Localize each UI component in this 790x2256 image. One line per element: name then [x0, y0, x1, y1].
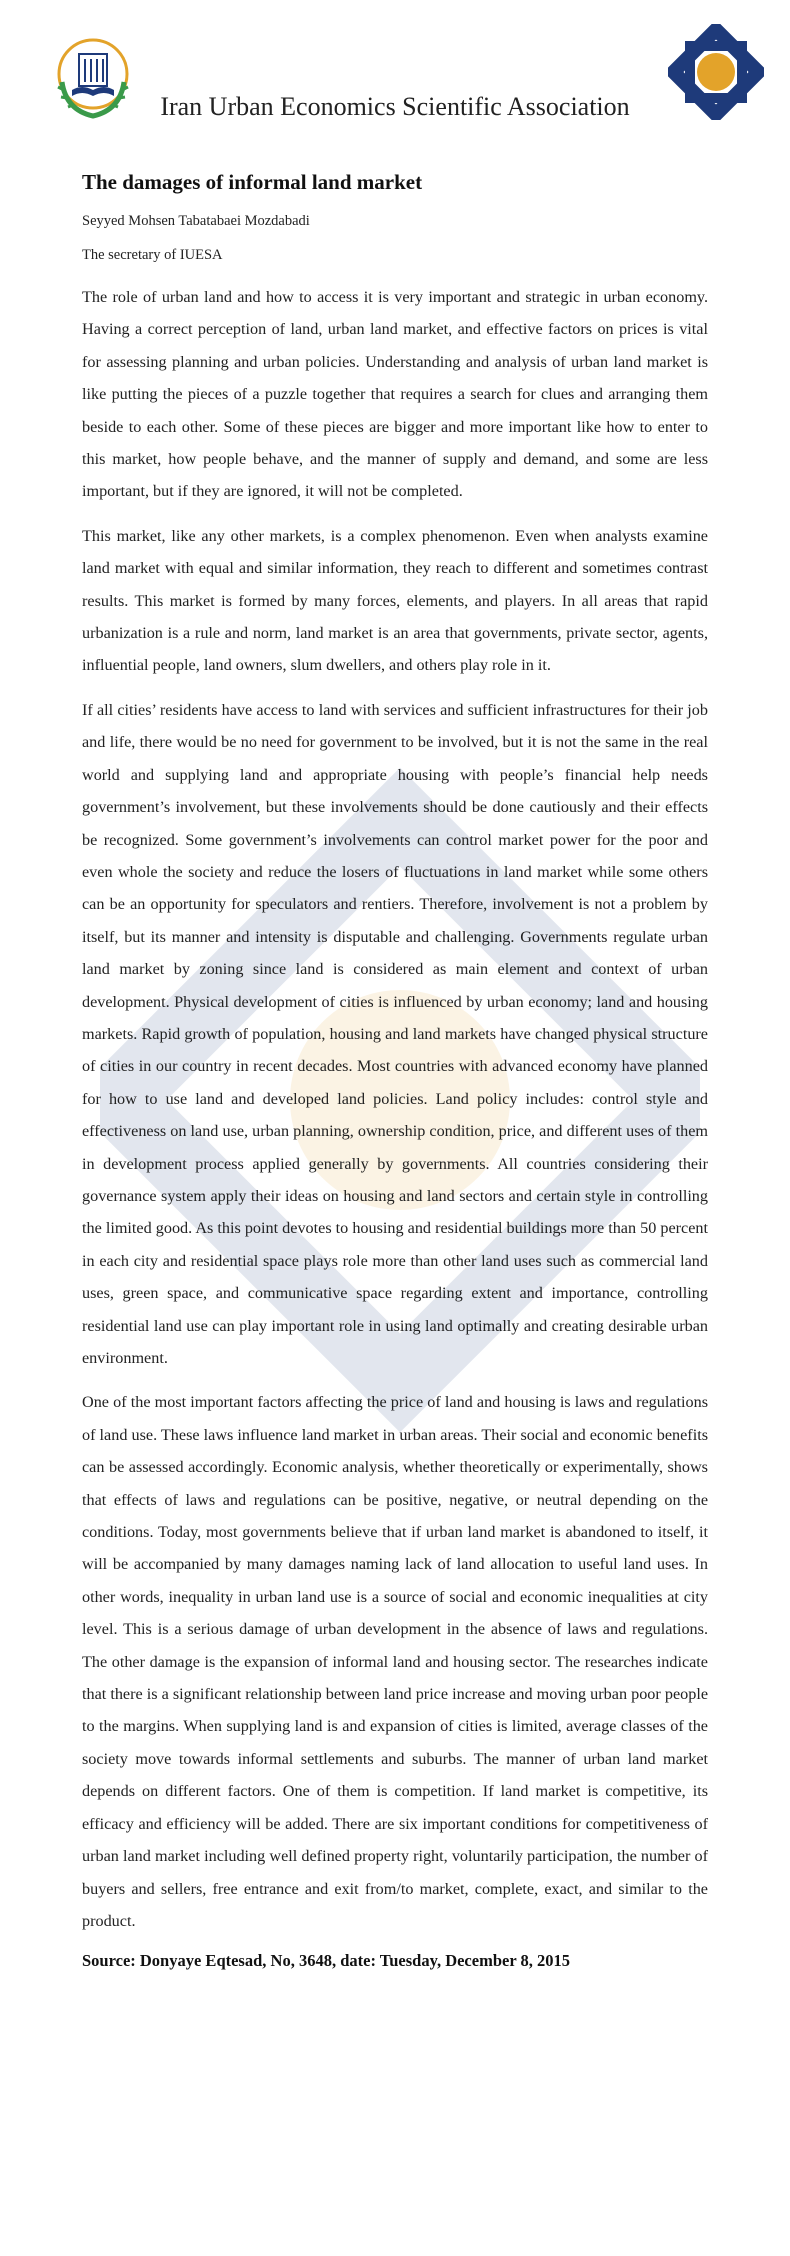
- organization-name: Iran Urban Economics Scientific Association: [160, 92, 630, 121]
- paragraph: This market, like any other markets, is a complex phenomenon. Even when analysts examine land market with equal and similar information, they reach to different and sometimes contrast results. This market is formed by many forces, elements, and players. In all areas that rapid urbanization is a rule and norm, land market is an area that governments, private sector, agents, influential people, land owners, slum dwellers, and others play role in it.: [82, 526, 708, 675]
- paragraph: The role of urban land and how to access it is very important and strategic in urban economy. Having a correct perception of land, urban land market, and effective factors on prices is vital for assessing planning and urban policies. Understanding and analysis of urban land market is like putting the pieces of a puzzle together that requires a search for clues and arranging them beside to each other. Some of these pieces are bigger and more important like how to enter to this market, how people behave, and the manner of supply and demand, and some are less important, but if they are ignored, it will not be completed.: [82, 288, 708, 501]
- article: [82, 170, 708, 1971]
- page-header: [0, 0, 790, 150]
- paragraph: If all cities’ residents have access to land with services and sufficient infrastructures for their job and life, there would be no need for government to be involved, but it is not the same in the real world and supplying land and appropriate housing with people’s financial help needs government’s involvement, but these involvements should be done cautiously and their effects be recognized. Some government’s involvements can control market power for the poor and even whole the society and reduce the losers of fluctuations in land market while some others can be an opportunity for speculators and rentiers. Therefore, involvement is not a problem by itself, but its manner and intensity is disputable and challenging. Governments regulate urban land market by zoning since land is considered as main element and context of urban development. Physical development of cities is influenced by urban economy; land and housing markets. Rapid growth of population, housing and land markets have changed physical structure of cities in our country in recent decades. Most countries with advanced economy have planned for how to use land and developed land policies. Land policy includes: control style and effectiveness on land use, urban planning, ownership condition, price, and different uses of them in development process applied generally by governments. All countries considering their governance system apply their ideas on housing and land sectors and certain style in controlling the limited good. As this point devotes to housing and residential buildings more than 50 percent in each city and residential space plays role more than other land uses such as commercial land uses, green space, and communicative space regarding extent and importance, controlling residential land use can play important role in using land optimally and creating desirable urban environment.: [82, 700, 708, 1367]
- article-title: The damages of informal land market: [82, 170, 423, 194]
- author-name: Seyyed Mohsen Tabatabaei Mozdabadi: [82, 213, 310, 229]
- source-citation: Source: Donyaye Eqtesad, No, 3648, date: Tuesday, December 8, 2015: [82, 1951, 570, 1971]
- author-role: The secretary of IUESA: [82, 247, 223, 263]
- geometric-emblem-logo-icon: [668, 24, 764, 120]
- paragraph: One of the most important factors affecting the price of land and housing is laws and regulations of land use. These laws influence land market in urban areas. Their social and economic benefits can be assessed accordingly. Economic analysis, whether theoretically or experimentally, shows that effects of laws and regulations can be positive, negative, or neutral depending on the conditions. Today, most governments believe that if urban land market is abandoned to itself, it will be accompanied by many damages naming lack of land allocation to useful land uses. In other words, inequality in urban land use is a source of social and economic inequalities at city level. This is a serious damage of urban development in the absence of laws and regulations. The other damage is the expansion of informal land and housing sector. The researches indicate that there is a significant relationship between land price increase and moving urban poor people to the margins. When supplying land is and expansion of cities is limited, average classes of the society move towards informal settlements and suburbs. The manner of urban land market depends on different factors. One of them is competition. If land market is competitive, its efficacy and efficiency will be added. There are six important conditions for competitiveness of urban land market including well defined property right, voluntarily participation, the number of buyers and sellers, free entrance and exit from/to market, complete, exact, and similar to the product.: [82, 1393, 708, 1930]
